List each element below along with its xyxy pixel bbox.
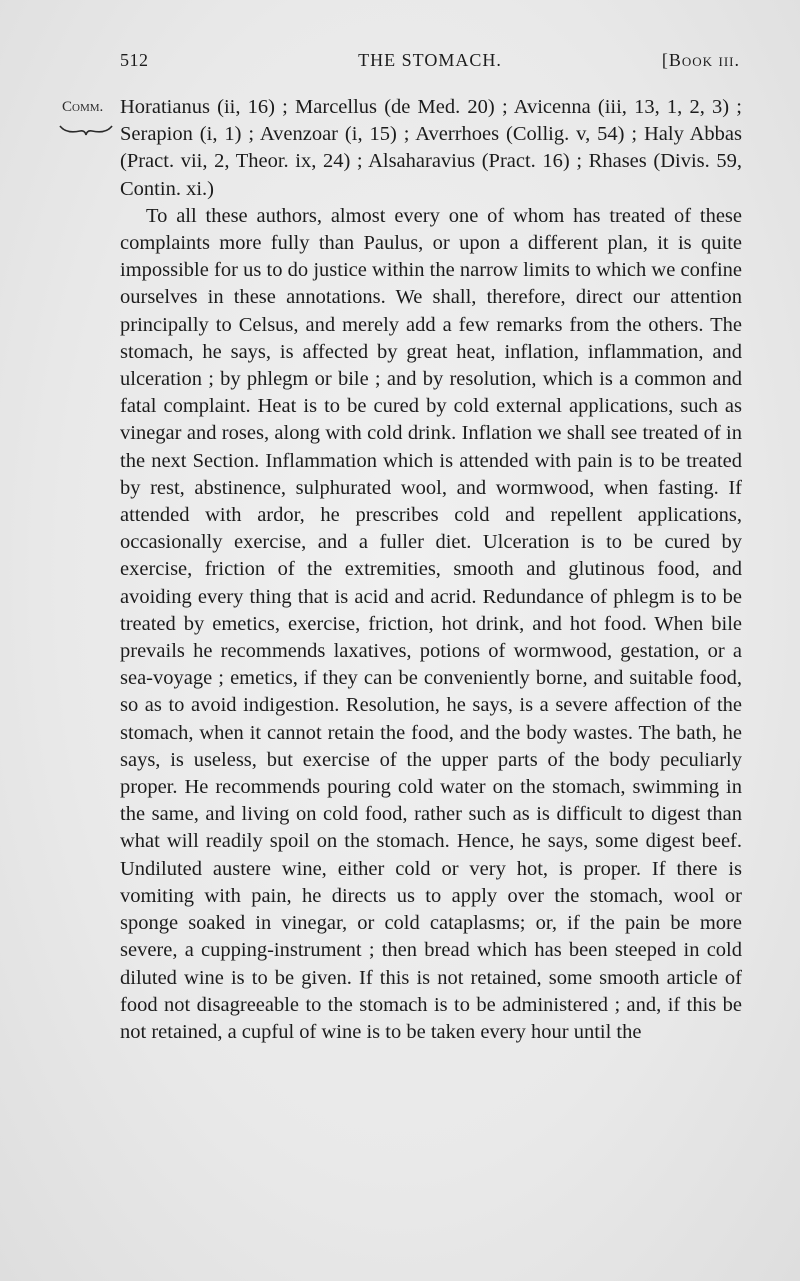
running-head (120, 50, 740, 74)
margin-note-commentary: Comm. (62, 99, 104, 115)
chapter-title: THE STOMACH. (358, 50, 502, 70)
page-number: 512 (120, 50, 149, 70)
paragraph-references: Horatianus (ii, 16) ; Marcellus (de Med. 20) ; Avicenna (iii, 13, 1, 2, 3) ; Serapion (i, 1) ; Avenzoar (i, 15) ; Averrhoes (Collig. v, 54) ; Haly Abbas (Pract. vii, 2, Theor. ix, 24) ; Alsaharavius (Pract. 16) ; Rhases (Divis. 59, Contin. xi.) (120, 96, 742, 200)
body-text (120, 94, 742, 1046)
margin-brace-icon (58, 122, 114, 136)
paragraph-celsus-commentary: To all these authors, almost every one of whom has treated of these complaints more fully than Paulus, or upon a different plan, it is quite impossible for us to do justice within the narrow limits to which we confine ourselves in these annotations. We shall, therefore, direct our attention principally to Celsus, and merely add a few remarks from the others. The stomach, he says, is affected by great heat, inflation, inflammation, and ulceration ; by phlegm or bile ; and by resolution, which is a common and fatal complaint. Heat is to be cured by cold external applications, such as vinegar and roses, along with cold drink. Inflation we shall see treated of in the next Section. Inflammation which is attended with pain is to be treated by rest, abstinence, sulphurated wool, and wormwood, when fasting. If attended with ardor, he prescribes cold and repellent applications, occasionally exercise, and a fuller diet. Ulceration is to be cured by exercise, friction of the extremities, smooth and glutinous food, and avoiding every thing that is acid and acrid. Redundance of phlegm is to be treated by emetics, exercise, friction, hot drink, and hot food. When bile prevails he recommends laxatives, potions of wormwood, gestation, or a sea-voyage ; emetics, if they can be conveniently borne, and suitable food, so as to avoid indigestion. Resolution, he says, is a severe affection of the stomach, when it cannot retain the food, and the body wastes. The bath, he says, is useless, but exercise of the upper parts of the body peculiarly proper. He recommends pouring cold water on the stomach, swimming in the same, and living on cold food, rather such as is difficult to digest than what will readily spoil on the stomach. Hence, he says, some digest beef. Undiluted austere wine, either cold or very hot, is proper. If there is vomiting with pain, he directs us to apply over the stomach, wool or sponge soaked in vinegar, or cold cataplasms; or, if the pain be more severe, a cupping-instrument ; then bread which has been steeped in cold diluted wine is to be given. If this is not retained, some smooth article of food not disagreeable to the stomach is to be administered ; and, if this be not retained, a cupful of wine is to be taken every hour until the (120, 204, 742, 1043)
book-reference: [Book iii. (661, 50, 740, 70)
